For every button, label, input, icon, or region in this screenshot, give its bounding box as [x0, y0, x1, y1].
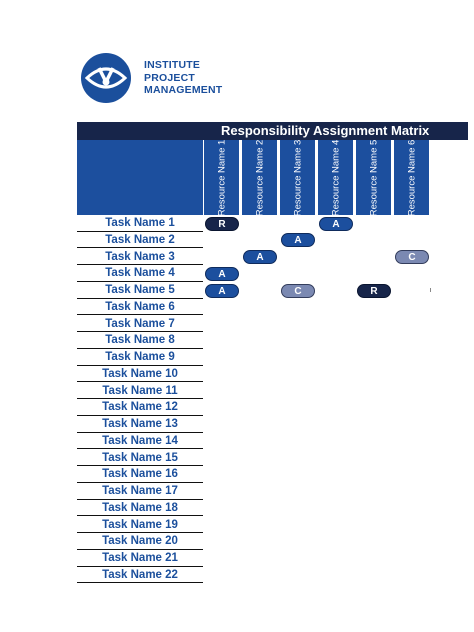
task-row: Task Name 22	[77, 567, 203, 584]
resource-header-2	[241, 140, 277, 215]
assignment-badge: A	[205, 284, 239, 298]
logo-wordmark	[144, 59, 222, 97]
matrix-title-bar	[77, 122, 468, 140]
task-row: Task Name 11	[77, 383, 203, 400]
task-row: Task Name 6	[77, 299, 203, 316]
task-header-cell	[77, 140, 203, 215]
logo	[80, 52, 132, 109]
assignment-badge: R	[357, 284, 391, 298]
resource-name: Resource Name 3	[292, 139, 303, 216]
task-row: Task Name 2	[77, 232, 203, 249]
resource-header-3	[279, 140, 315, 215]
resource-header-5	[355, 140, 391, 215]
task-row: Task Name 21	[77, 550, 203, 567]
task-row: Task Name 7	[77, 316, 203, 333]
task-row: Task Name 8	[77, 332, 203, 349]
resource-name: Resource Name 5	[368, 139, 379, 216]
task-row: Task Name 9	[77, 349, 203, 366]
task-row: Task Name 17	[77, 483, 203, 500]
resource-name: Resource Name 4	[330, 139, 341, 216]
resource-header-4	[317, 140, 353, 215]
task-row: Task Name 15	[77, 450, 203, 467]
logo-line-3: MANAGEMENT	[144, 84, 223, 96]
task-row: Task Name 18	[77, 500, 203, 517]
task-row: Task Name 12	[77, 399, 203, 416]
task-row: Task Name 5	[77, 282, 203, 299]
task-row: Task Name 19	[77, 517, 203, 534]
resource-name: Resource Name 2	[254, 139, 265, 216]
task-row: Task Name 14	[77, 433, 203, 450]
task-row: Task Name 3	[77, 249, 203, 266]
assignment-badge: C	[281, 284, 315, 298]
assignment-badge: A	[281, 233, 315, 247]
task-row: Task Name 13	[77, 416, 203, 433]
resource-header-1	[203, 140, 239, 215]
resource-name: Resource Name 1	[216, 139, 227, 216]
eye-in-circle-icon	[80, 52, 132, 104]
matrix-title: Responsibility Assignment Matrix	[221, 123, 430, 138]
assignment-badge: A	[319, 217, 353, 231]
assignment-badge: A	[205, 267, 239, 281]
assignment-badge: R	[205, 217, 239, 231]
cell-marker	[430, 288, 431, 292]
task-row: Task Name 20	[77, 533, 203, 550]
resource-header-6	[393, 140, 429, 215]
task-row: Task Name 16	[77, 466, 203, 483]
assignment-badge: C	[395, 250, 429, 264]
task-row: Task Name 4	[77, 265, 203, 282]
logo-line-1: INSTITUTE	[144, 59, 201, 71]
task-row: Task Name 1	[77, 215, 203, 232]
resource-name: Resource Name 6	[406, 139, 417, 216]
assignment-badge: A	[243, 250, 277, 264]
logo-line-2: PROJECT	[144, 71, 195, 84]
task-row: Task Name 10	[77, 366, 203, 383]
